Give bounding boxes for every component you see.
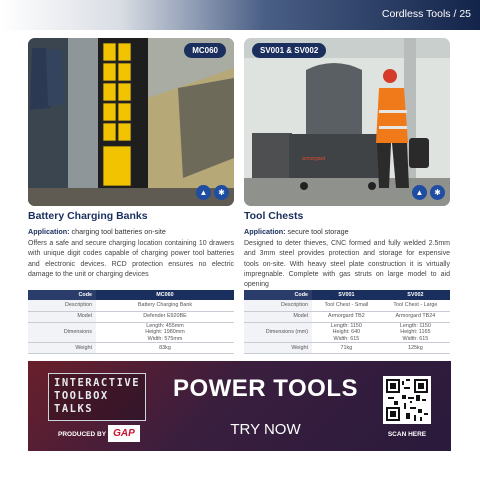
dimension-line: Width: 575mm xyxy=(147,335,183,342)
row-value xyxy=(312,322,381,343)
dimension-line: Height: 1165 xyxy=(400,329,431,335)
table-row xyxy=(28,322,234,343)
row-label: Model xyxy=(244,311,312,322)
gap-logo: GAP xyxy=(108,425,140,442)
row-label: Model xyxy=(28,311,96,322)
ppe-handling-icon: ✱ xyxy=(214,185,229,200)
page-title: Cordless Tools / 25 xyxy=(381,8,471,20)
dimension-line: Length: 1150 xyxy=(330,322,362,329)
banner-headline: POWER TOOLS xyxy=(172,375,359,402)
scan-here-label: SCAN HERE xyxy=(387,431,427,438)
row-label: Description xyxy=(28,300,96,311)
power-tools-banner[interactable] xyxy=(28,361,451,451)
description: Offers a safe and secure charging location containing 10 drawers with unique digit codes capable of charging power tool batteries and electronic devices. RCD protection ensures no electric damage to the unit or charging devices xyxy=(28,240,234,278)
battery-bank-illustration xyxy=(28,38,234,206)
product-code-badge: SV001 & SV002 xyxy=(252,43,326,58)
row-value: Battery Charging Bank xyxy=(96,300,234,311)
table-row xyxy=(244,311,450,322)
row-value: 71kg xyxy=(312,343,381,354)
qr-code-graphic xyxy=(386,379,428,421)
application-text: secure tool storage xyxy=(287,227,349,236)
application-text: charging tool batteries on-site xyxy=(71,227,166,236)
row-value: Armorgard TB2 xyxy=(312,311,381,322)
row-value: 125kg xyxy=(381,343,450,354)
try-now-link[interactable]: TRY NOW xyxy=(230,421,301,438)
table-row xyxy=(28,300,234,311)
table-row xyxy=(244,343,450,354)
application-label: Application: xyxy=(244,227,286,236)
produced-by-label: PRODUCED BY xyxy=(58,431,107,438)
row-value: Tool Chest - Large xyxy=(381,300,450,311)
row-label: Description xyxy=(244,300,312,311)
logo-line: INTERACTIVE xyxy=(54,377,141,389)
dimension-line: Height: 640 xyxy=(332,329,361,335)
row-label: Weight xyxy=(244,343,312,354)
ppe-boots-icon: ▲ xyxy=(196,185,211,200)
page-header xyxy=(0,0,480,30)
section-title: Tool Chests xyxy=(244,210,304,222)
row-value xyxy=(381,322,450,343)
code-label: Code xyxy=(28,290,96,300)
qr-code-icon[interactable] xyxy=(383,376,431,424)
dimension-line: Length: 455mm xyxy=(146,322,184,329)
description: Designed to deter thieves, CNC formed and fully welded 2.5mm and 3mm steel provides protection and storage for expensive tools on-site. With heavy steel plate construction it is virtually impregnable. Complete with gas struts on large model to aid opening xyxy=(244,240,450,289)
table-header-row xyxy=(28,290,234,300)
row-value xyxy=(96,322,234,343)
code-label: Code xyxy=(244,290,312,300)
dimension-line: Width: 615 xyxy=(333,335,360,342)
logo-line: TOOLBOX xyxy=(54,390,109,402)
dimension-line: Width: 615 xyxy=(402,335,429,342)
row-label: Dimensions xyxy=(28,322,96,343)
row-value: Defender E920BE xyxy=(96,311,234,322)
code-value: SV002 xyxy=(381,290,450,300)
code-value: MC060 xyxy=(96,290,234,300)
tool-chest-photo xyxy=(244,38,450,206)
row-label: Dimensions (mm) xyxy=(244,322,312,343)
interactive-toolbox-talks-logo xyxy=(48,373,146,421)
table-row xyxy=(244,322,450,343)
application-line xyxy=(28,227,166,236)
logo-line: TALKS xyxy=(54,403,94,415)
spec-table xyxy=(244,290,450,354)
tool-chest-illustration xyxy=(244,38,450,206)
dimension-line: Length: 1150 xyxy=(399,322,431,329)
row-value: Tool Chest - Small xyxy=(312,300,381,311)
section-title: Battery Charging Banks xyxy=(28,210,148,222)
table-header-row xyxy=(244,290,450,300)
row-value: 83kg xyxy=(96,343,234,354)
battery-bank-photo xyxy=(28,38,234,206)
spec-table xyxy=(28,290,234,354)
table-row xyxy=(244,300,450,311)
table-row xyxy=(28,311,234,322)
application-line xyxy=(244,227,349,236)
ppe-handling-icon: ✱ xyxy=(430,185,445,200)
application-label: Application: xyxy=(28,227,70,236)
row-label: Weight xyxy=(28,343,96,354)
ppe-boots-icon: ▲ xyxy=(412,185,427,200)
row-value: Armorgard TB24 xyxy=(381,311,450,322)
product-code-badge: MC060 xyxy=(184,43,226,58)
code-value: SV001 xyxy=(312,290,381,300)
table-row xyxy=(28,343,234,354)
dimension-line: Height: 1980mm xyxy=(145,329,185,335)
svg-text:armorgard: armorgard xyxy=(302,156,326,162)
